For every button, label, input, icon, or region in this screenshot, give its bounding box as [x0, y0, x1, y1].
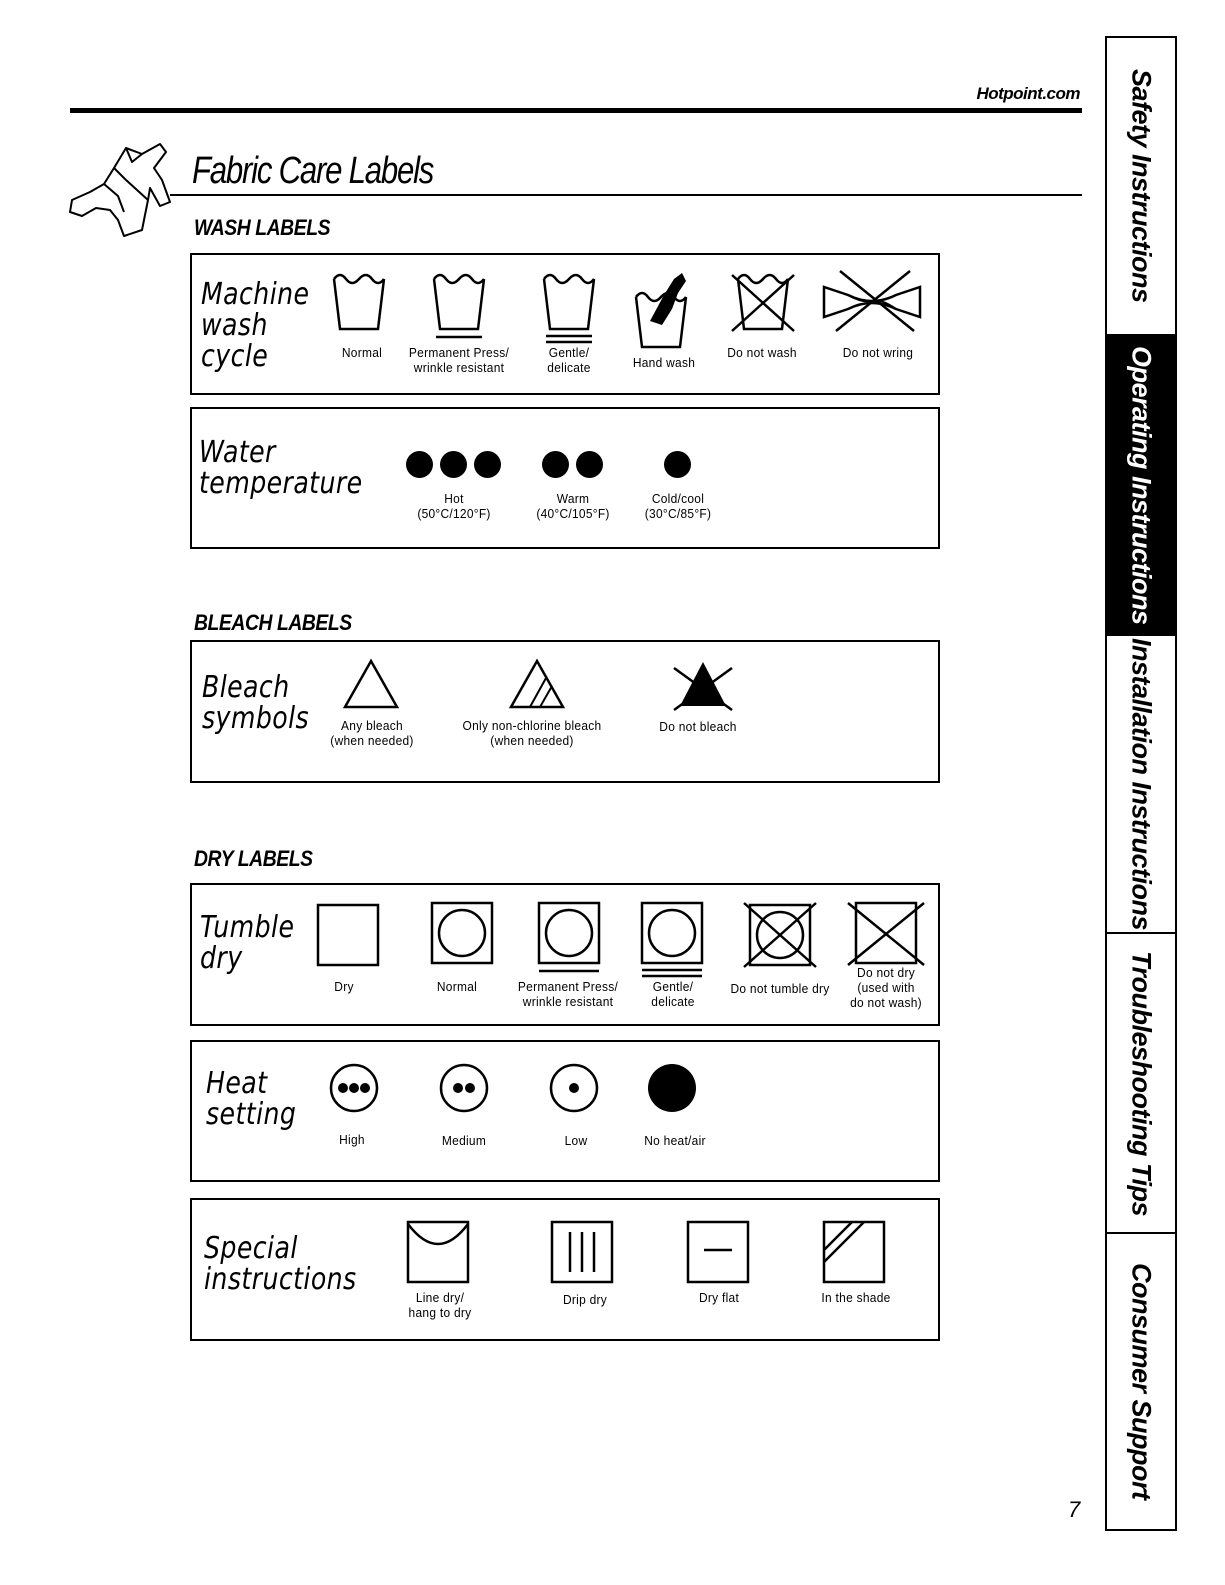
hand-wash-icon — [634, 269, 694, 353]
wash-normal-icon — [332, 269, 386, 333]
tab-operating-instructions[interactable]: Operating Instructions — [1107, 336, 1175, 636]
site-url: Hotpoint.com — [976, 84, 1080, 103]
side-tab-bar — [1105, 36, 1177, 1531]
non-chlorine-bleach-icon — [508, 658, 566, 710]
tumble-normal-icon — [430, 901, 494, 967]
special-instructions-label: Special instructions — [204, 1231, 357, 1297]
warm-icon — [542, 451, 603, 483]
caption-do-not-wash: Do not wash — [727, 345, 797, 360]
machine-wash-box — [190, 253, 940, 395]
section-wash-labels: WASH LABELS — [194, 215, 331, 240]
caption-do-not-wring: Do not wring — [842, 345, 914, 360]
heat-high-icon — [328, 1062, 380, 1114]
caption-non-chlorine-bleach: Only non-chlorine bleach (when needed) — [462, 718, 602, 748]
heat-setting-box — [190, 1040, 940, 1182]
in-the-shade-icon — [822, 1220, 886, 1284]
page-number: 7 — [1068, 1497, 1081, 1522]
water-temperature-label: Water temperature — [199, 435, 363, 501]
caption-tumble-normal: Normal — [436, 979, 478, 994]
caption-no-heat: No heat/air — [644, 1133, 706, 1148]
caption-heat-high: High — [339, 1132, 365, 1147]
section-bleach-labels: BLEACH LABELS — [194, 610, 352, 635]
tab-installation-instructions[interactable]: Installation Instructions — [1107, 636, 1175, 934]
caption-any-bleach: Any bleach (when needed) — [330, 718, 414, 748]
machine-wash-label: Machine wash cycle — [201, 277, 310, 374]
do-not-bleach-icon — [670, 656, 736, 712]
caption-warm: Warm (40°C/105°F) — [536, 491, 610, 521]
title-rule — [170, 194, 1082, 196]
do-not-dry-icon — [846, 901, 926, 967]
caption-cold: Cold/cool (30°C/85°F) — [644, 491, 712, 521]
dry-flat-icon — [686, 1220, 750, 1284]
cold-icon — [664, 451, 691, 483]
tab-troubleshooting-tips[interactable]: Troubleshooting Tips — [1107, 934, 1175, 1234]
caption-hot: Hot (50°C/120°F) — [417, 491, 491, 521]
drip-dry-icon — [550, 1220, 614, 1284]
caption-tumble-permanent-press: Permanent Press/ wrinkle resistant — [517, 979, 619, 1009]
caption-do-not-tumble-dry: Do not tumble dry — [730, 981, 830, 996]
hot-icon — [406, 451, 501, 483]
caption-do-not-bleach: Do not bleach — [659, 719, 737, 734]
dry-icon — [316, 903, 380, 967]
caption-heat-low: Low — [564, 1133, 588, 1148]
caption-line-dry: Line dry/ hang to dry — [408, 1290, 472, 1320]
shirt-icon — [62, 140, 174, 238]
tumble-permanent-press-icon — [536, 901, 602, 975]
header-rule — [70, 108, 1082, 113]
caption-do-not-dry: Do not dry (used with do not wash) — [850, 965, 922, 1010]
tumble-dry-label: Tumble dry — [200, 910, 295, 976]
caption-drip-dry: Drip dry — [562, 1292, 608, 1307]
tab-consumer-support[interactable]: Consumer Support — [1126, 1263, 1157, 1500]
heat-low-icon — [548, 1062, 600, 1114]
caption-dry: Dry — [334, 979, 354, 994]
wash-gentle-icon — [542, 269, 596, 349]
do-not-wash-icon — [730, 269, 796, 333]
caption-heat-medium: Medium — [441, 1133, 487, 1148]
caption-gentle: Gentle/ delicate — [547, 345, 591, 375]
heat-setting-label: Heat setting — [206, 1066, 297, 1132]
tab-safety-instructions[interactable]: Safety Instructions — [1107, 38, 1175, 336]
heat-medium-icon — [438, 1062, 490, 1114]
water-temperature-box — [190, 407, 940, 549]
section-dry-labels: DRY LABELS — [194, 846, 313, 871]
caption-permanent-press: Permanent Press/ wrinkle resistant — [408, 345, 510, 375]
bleach-symbols-box — [190, 640, 940, 783]
caption-hand-wash: Hand wash — [632, 355, 696, 370]
caption-tumble-gentle: Gentle/ delicate — [651, 979, 695, 1009]
bleach-symbols-label: Bleach symbols — [202, 670, 310, 736]
caption-in-the-shade: In the shade — [821, 1290, 891, 1305]
tumble-gentle-icon — [640, 901, 704, 981]
line-dry-icon — [406, 1220, 470, 1284]
wash-permanent-press-icon — [432, 269, 486, 343]
caption-dry-flat: Dry flat — [698, 1290, 740, 1305]
do-not-wring-icon — [822, 269, 922, 335]
caption-normal: Normal — [341, 345, 383, 360]
do-not-tumble-dry-icon — [742, 901, 818, 969]
any-bleach-icon — [342, 658, 400, 710]
no-heat-icon — [646, 1062, 698, 1114]
page-title: Fabric Care Labels — [192, 150, 434, 192]
tumble-dry-box — [190, 883, 940, 1026]
special-instructions-box — [190, 1198, 940, 1341]
